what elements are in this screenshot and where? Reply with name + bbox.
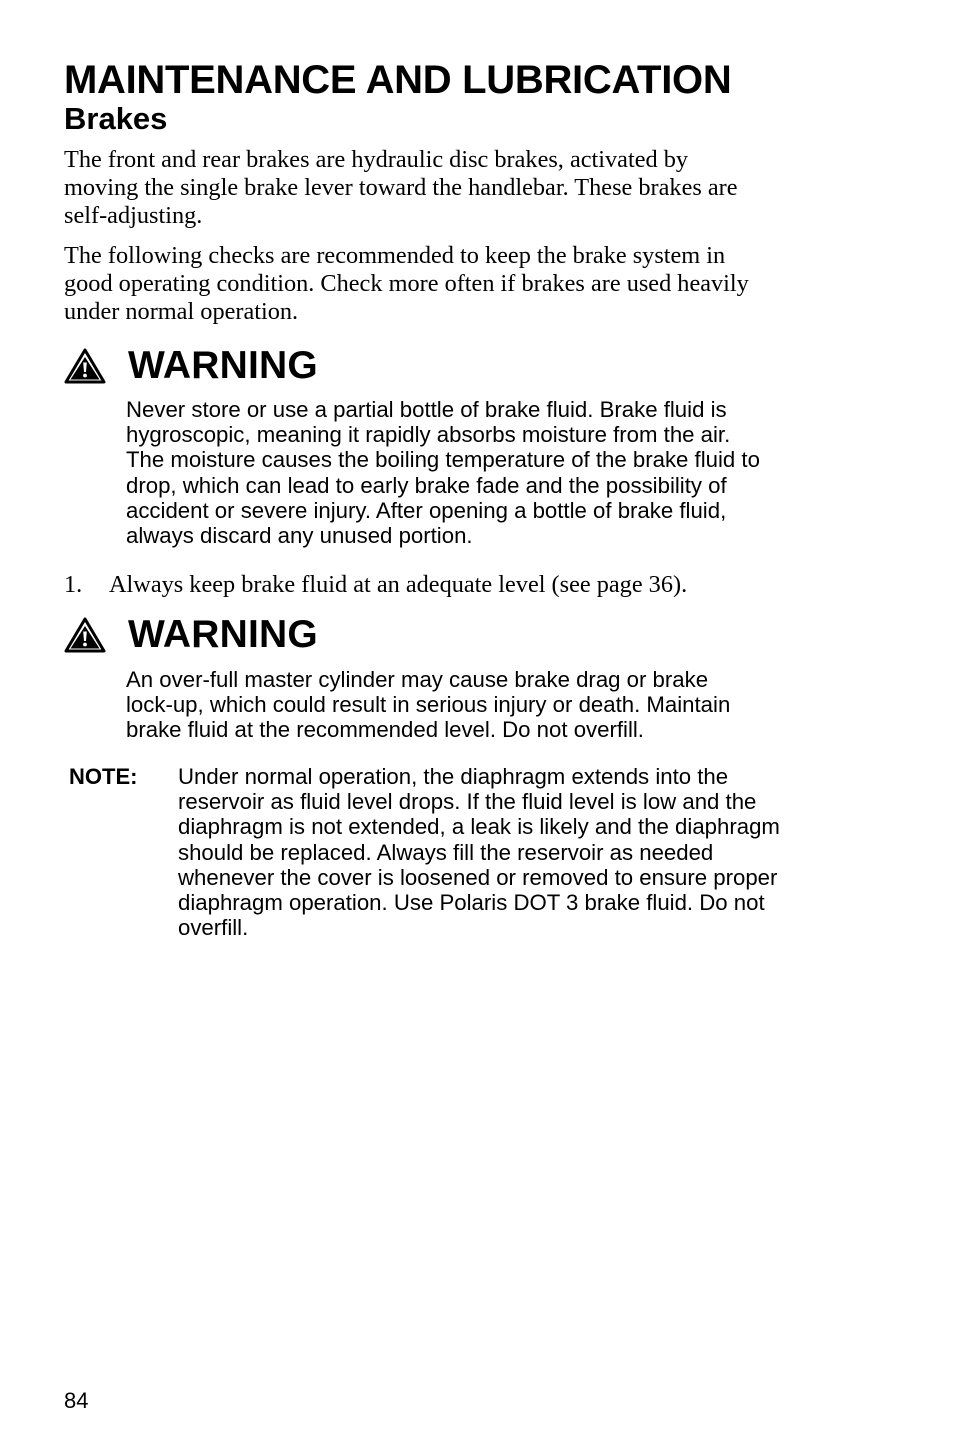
warning-text: An over-full master cylinder may cause brake drag or brake lock-up, which could result in serious injury or death. Maintain brake fluid at the recommended level. Do not overfill. [126, 667, 731, 743]
intro-paragraph: The front and rear brakes are hydraulic disc brakes, activated by moving the single brake lever toward the handlebar. These brakes are self-adjusting. [64, 146, 738, 229]
warning-triangle-icon [64, 617, 106, 653]
section-title: Brakes [64, 101, 168, 136]
warning-text: Never store or use a partial bottle of brake fluid. Brake fluid is hygroscopic, meaning it rapidly absorbs moisture from the air. The moisture causes the boiling temperature of the brake fluid to drop, which can lead to early brake fade and the possibility of accident or severe injury. After opening a bottle of brake fluid, always discard any unused portion. [126, 397, 760, 549]
warning-heading [64, 613, 318, 657]
page-title: MAINTENANCE AND LUBRICATION [64, 58, 732, 102]
list-item-number: 1. [64, 571, 83, 598]
intro-paragraph: The following checks are recommended to keep the brake system in good operating condition. Check more often if brakes are used heavily under normal operation. [64, 242, 749, 325]
list-item [64, 570, 884, 600]
warning-heading [64, 344, 318, 388]
note-label: NOTE: [69, 764, 138, 789]
page-number: 84 [64, 1388, 89, 1413]
note-text: Under normal operation, the diaphragm extends into the reservoir as fluid level drops. If the fluid level is low and the diaphragm is not extended, a leak is likely and the diaphragm should be replaced. Always fill the reservoir as needed whenever the cover is loosened or removed to ensure proper diaphragm operation. Use Polaris DOT 3 brake fluid. Do not overfill. [178, 764, 780, 941]
warning-title: WARNING [128, 344, 318, 387]
warning-title: WARNING [128, 613, 318, 656]
list-item-text: Always keep brake fluid at an adequate level (see page 36). [109, 571, 688, 598]
warning-triangle-icon [64, 348, 106, 384]
